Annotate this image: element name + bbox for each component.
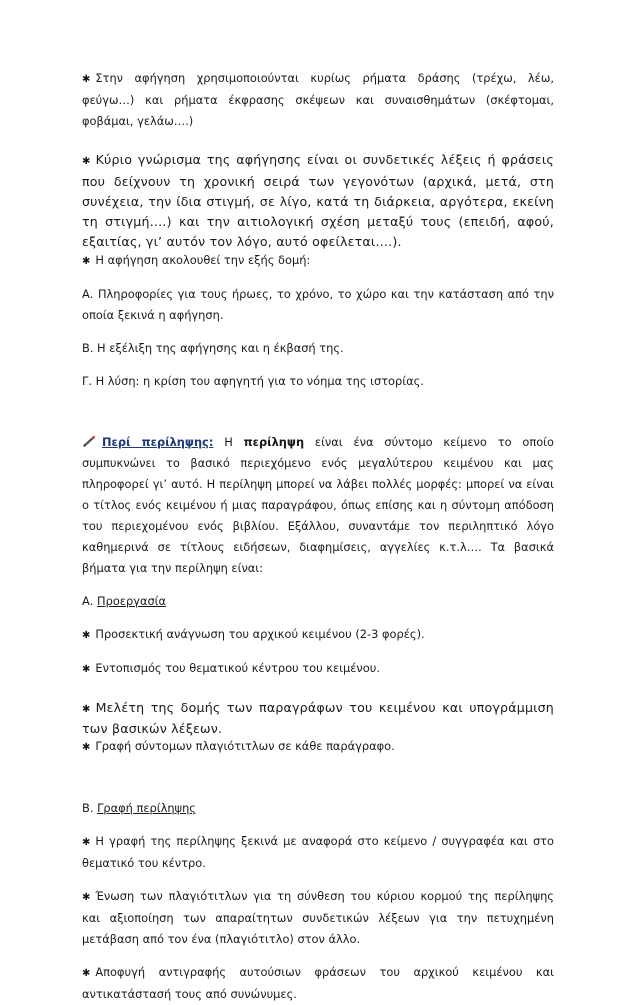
list-item-text: Η γραφή της περίληψης ξεκινά με αναφορά στο κείμενο / συγγραφέα και στο θεματικό του κέντρο. xyxy=(82,834,554,870)
structure-item-a: Α. Πληροφορίες για τους ήρωες, το χρόνο, το χώρο και την κατάσταση από την οποία ξεκινά η αφήγηση. xyxy=(82,287,554,322)
list-item-text: Εντοπισμός του θεματικού κέντρου του κειμένου. xyxy=(95,661,380,675)
list-item xyxy=(82,831,554,874)
list-item xyxy=(82,736,554,758)
list-item xyxy=(82,698,554,738)
section-b-heading xyxy=(82,798,554,819)
summary-lead: Η xyxy=(224,435,233,449)
list-item-text: Προσεκτική ανάγνωση του αρχικού κειμένου (2-3 φορές). xyxy=(95,627,425,641)
structure-item-b: Β. Η εξέλιξη της αφήγησης και η έκβασή της. xyxy=(82,341,344,355)
pencil-icon xyxy=(82,435,96,447)
bullet-star-icon: ✱ xyxy=(82,74,91,85)
section-a-prefix: Α. xyxy=(82,594,94,608)
paragraph-connectives-text: Κύριο γνώρισμα της αφήγησης είναι οι συνδετικές λέξεις ή φράσεις που δείχνουν τη χρονική σειρά των γεγονότων (αρχικά, μετά, στη συνέχεια, την ίδια στιγμή, σε λίγο, κατά τη διάρκεια, αργότερα, εκείνη τη στιγμή….) και την αιτιολογική σχέση μεταξύ τους (επειδή, αφού, εξαιτίας, γι’ αυτόν τον λόγο, αυτό οφείλεται….). xyxy=(82,152,554,249)
document-page xyxy=(82,68,554,1005)
list-item-text: Γραφή σύντομων πλαγιότιτλων σε κάθε παράγραφο. xyxy=(95,739,395,753)
bullet-star-icon: ✱ xyxy=(82,968,91,979)
summary-title: Περί περίληψης: xyxy=(102,435,214,449)
bullet-star-icon: ✱ xyxy=(82,704,91,715)
paragraph-structure-intro-text: Η αφήγηση ακολουθεί την εξής δομή: xyxy=(95,253,311,267)
list-item-text: Αποφυγή αντιγραφής αυτούσιων φράσεων του αρχικού κειμένου και αντικατάστασή τους από συνώνυμες. xyxy=(82,965,554,1001)
summary-text: είναι ένα σύντομο κείμενο το οποίο συμπυκνώνει το βασικό περιεχόμενο ενός μεγαλύτερου κειμένου και μας πληροφορεί γι’ αυτό. Η περίληψη μπορεί να λάβει πολλές μορφές: μπορεί να είναι ο τίτλος ενός κειμένου ή μιας παραγράφου, όπως επίσης και η σύντομη απόδοση του περιεχομένου ενός βιβλίου. Εξάλλου, συναντάμε τον περιληπτικό λόγο καθημερινά σε τίτλους ειδήσεων, διαφημίσεις, αγγελίες κ.τ.λ…. Τα βασικά βήματα για την περίληψη είναι: xyxy=(82,435,554,575)
bullet-star-icon: ✱ xyxy=(82,742,91,753)
list-item-text: Ένωση των πλαγιότιτλων για τη σύνθεση του κύριου κορμού της περίληψης και αξιοποίηση των απαραίτητων συνδετικών λέξεων για την πετυχημένη μετάβαση από τον ένα (πλαγιότιτλο) στον άλλο. xyxy=(82,889,554,946)
paragraph-connectives xyxy=(82,150,554,252)
list-item xyxy=(82,658,554,680)
list-item xyxy=(82,962,554,1005)
structure-item-c: Γ. Η λύση: η κρίση του αφηγητή για το νόημα της ιστορίας. xyxy=(82,374,424,388)
bullet-star-icon: ✱ xyxy=(82,892,91,903)
paragraph-structure-intro xyxy=(82,250,554,272)
list-item xyxy=(82,886,554,950)
bullet-star-icon: ✱ xyxy=(82,664,91,675)
section-b-prefix: Β. xyxy=(82,801,94,815)
bullet-star-icon: ✱ xyxy=(82,156,91,167)
bullet-star-icon: ✱ xyxy=(82,630,91,641)
summary-paragraph xyxy=(82,432,554,579)
section-b-title: Γραφή περίληψης xyxy=(97,801,196,815)
list-item-text: Μελέτη της δομής των παραγράφων του κειμένου και υπογράμμιση των βασικών λέξεων. xyxy=(82,700,554,736)
bullet-star-icon: ✱ xyxy=(82,837,91,848)
section-a-heading xyxy=(82,591,554,612)
summary-keyword: περίληψη xyxy=(243,435,305,449)
paragraph-verbs xyxy=(82,68,554,132)
section-a-title: Προεργασία xyxy=(97,594,167,608)
list-item xyxy=(82,624,554,646)
bullet-star-icon: ✱ xyxy=(82,256,91,267)
paragraph-verbs-text: Στην αφήγηση χρησιμοποιούνται κυρίως ρήματα δράσης (τρέχω, λέω, φεύγω…) και ρήματα έκφρασης σκέψεων και συναισθημάτων (σκέφτομαι, φοβάμαι, γελάω….) xyxy=(82,71,554,128)
